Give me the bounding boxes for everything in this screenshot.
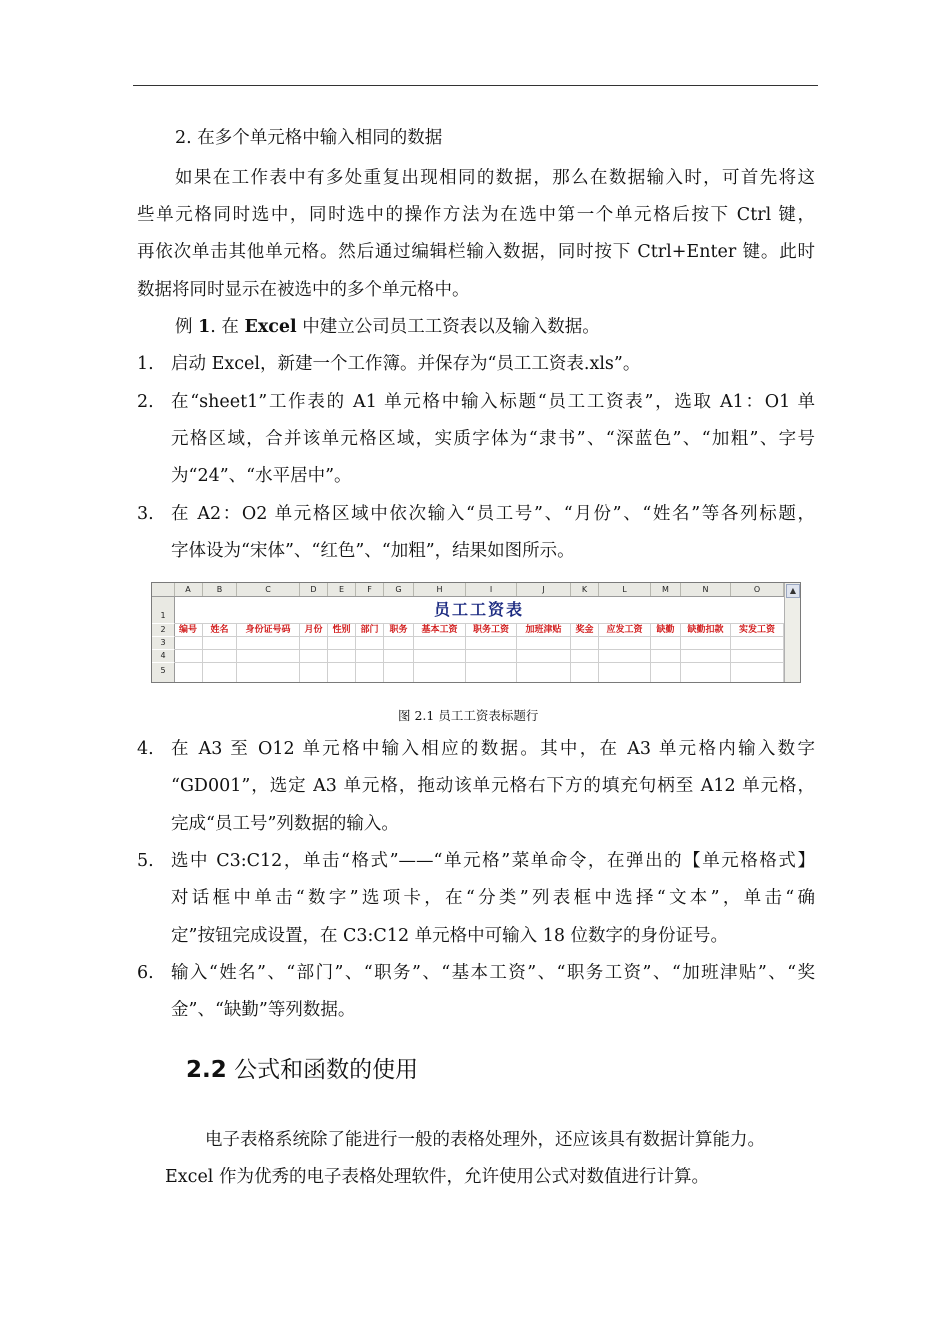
example-line — [175, 315, 600, 339]
para-line: 再依次单击其他单元格。然后通过编辑栏输入数据，同时按下 Ctrl+Enter 键。此时 — [137, 242, 815, 262]
grid-line — [174, 649, 784, 650]
spreadsheet-figure — [151, 582, 801, 683]
section-number: 2.2 — [186, 1057, 227, 1083]
figure-caption: 图 2.1 员工工资表标题行 — [398, 708, 539, 723]
header-cell: 月份 — [304, 625, 323, 635]
grid-line — [174, 636, 784, 637]
col-header: H — [414, 583, 466, 596]
step-line: 金”、“缺勤”等列数据。 — [171, 1000, 356, 1020]
row-header: 2 — [152, 624, 175, 636]
col-header: N — [681, 583, 731, 596]
step-line: 定”按钮完成设置，在 C3:C12 单元格中可输入 18 位数字的身份证号。 — [171, 926, 729, 946]
step-line: 在“sheet1”工作表的 A1 单元格中输入标题“员工工资表”，选取 A1：O1 单 — [171, 392, 815, 412]
step-number: 4. — [137, 739, 154, 759]
row-header: 1 — [152, 597, 175, 623]
col-header: M — [651, 583, 681, 596]
col-header: D — [300, 583, 328, 596]
col-header: B — [203, 583, 237, 596]
header-cell: 加班津贴 — [525, 625, 562, 635]
header-cell: 姓名 — [210, 625, 229, 635]
col-header: J — [517, 583, 571, 596]
header-cell: 缺勤扣款 — [687, 625, 724, 635]
col-header: F — [356, 583, 384, 596]
grid-line — [174, 662, 784, 663]
sheet-title-cell: 员工工资表 — [433, 600, 524, 619]
header-cell: 基本工资 — [421, 625, 458, 635]
header-cell: 性别 — [332, 625, 351, 635]
example-number: 1 — [198, 317, 211, 337]
para-line: 电子表格系统除了能进行一般的表格处理外，还应该具有数据计算能力。 — [205, 1130, 765, 1150]
step-line: 启动 Excel，新建一个工作簿。并保存为“员工工资表.xls”。 — [171, 354, 641, 374]
step-number: 1. — [137, 354, 154, 374]
example-rest: 中建立公司员工工资表以及输入数据。 — [302, 317, 600, 337]
section-heading — [186, 1054, 418, 1086]
step-number: 5. — [137, 851, 154, 871]
column-header-bar — [152, 583, 784, 597]
para-line: 如果在工作表中有多处重复出现相同的数据，那么在数据输入时，可首先将这 — [175, 168, 815, 188]
step-line: 对话框中单击“数字”选项卡，在“分类”列表框中选择“文本”，单击“确 — [171, 888, 815, 908]
col-header: K — [571, 583, 599, 596]
step-number: 2. — [137, 392, 154, 412]
section-title: 公式和函数的使用 — [234, 1057, 419, 1083]
para-line: Excel 作为优秀的电子表格处理软件，允许使用公式对数值进行计算。 — [165, 1167, 709, 1187]
header-cell: 实发工资 — [738, 625, 775, 635]
step-line: 完成“员工号”列数据的输入。 — [171, 814, 399, 834]
col-header: O — [731, 583, 784, 596]
col-header: I — [466, 583, 517, 596]
vertical-scrollbar[interactable] — [784, 583, 800, 682]
header-cell: 编号 — [178, 625, 197, 635]
step-line: “GD001”，选定 A3 单元格，拖动该单元格右下方的填充句柄至 A12 单元格， — [171, 776, 815, 796]
example-mid: . 在 — [210, 317, 239, 337]
header-cell: 职务 — [389, 625, 408, 635]
header-cell: 应发工资 — [606, 625, 643, 635]
row-header: 4 — [152, 650, 175, 662]
step-line: 为“24”、“水平居中”。 — [171, 466, 352, 486]
step-line: 元格区域，合并该单元格区域，实质字体为“隶书”、“深蓝色”、“加粗”、字号 — [171, 429, 815, 449]
step-line: 字体设为“宋体”、“红色”、“加粗”，结果如图所示。 — [171, 541, 575, 561]
step-line: 选中 C3:C12，单击“格式”——“单元格”菜单命令，在弹出的【单元格格式】 — [171, 851, 815, 871]
step-number: 3. — [137, 504, 154, 524]
col-header: L — [599, 583, 651, 596]
para-line: 数据将同时显示在被选中的多个单元格中。 — [137, 280, 470, 300]
col-header: E — [328, 583, 356, 596]
header-cell: 缺勤 — [656, 625, 675, 635]
step-line: 输入“姓名”、“部门”、“职务”、“基本工资”、“职务工资”、“加班津贴”、“奖 — [171, 963, 815, 983]
para-line: 些单元格同时选中，同时选中的操作方法为在选中第一个单元格后按下 Ctrl 键， — [137, 205, 815, 225]
example-excel: Excel — [244, 317, 297, 337]
header-cell: 部门 — [360, 625, 379, 635]
corner-cell — [152, 583, 175, 596]
example-prefix: 例 — [175, 317, 193, 337]
col-header: G — [384, 583, 414, 596]
step-number: 6. — [137, 963, 154, 983]
row-header: 3 — [152, 637, 175, 649]
col-header: A — [174, 583, 203, 596]
step-line: 在 A2：O2 单元格区域中依次输入“员工号”、“月份”、“姓名”等各列标题， — [171, 504, 815, 524]
subheading: 2. 在多个单元格中输入相同的数据 — [175, 128, 443, 148]
header-rule — [133, 85, 818, 86]
header-cell: 职务工资 — [472, 625, 509, 635]
step-line: 在 A3 至 O12 单元格中输入相应的数据。其中，在 A3 单元格内输入数字 — [171, 739, 815, 759]
row-header: 5 — [152, 663, 175, 682]
scroll-up-arrow-icon[interactable]: ▲ — [786, 584, 800, 598]
header-cell: 奖金 — [575, 625, 594, 635]
header-cell: 身份证号码 — [245, 625, 291, 635]
col-header: C — [237, 583, 300, 596]
